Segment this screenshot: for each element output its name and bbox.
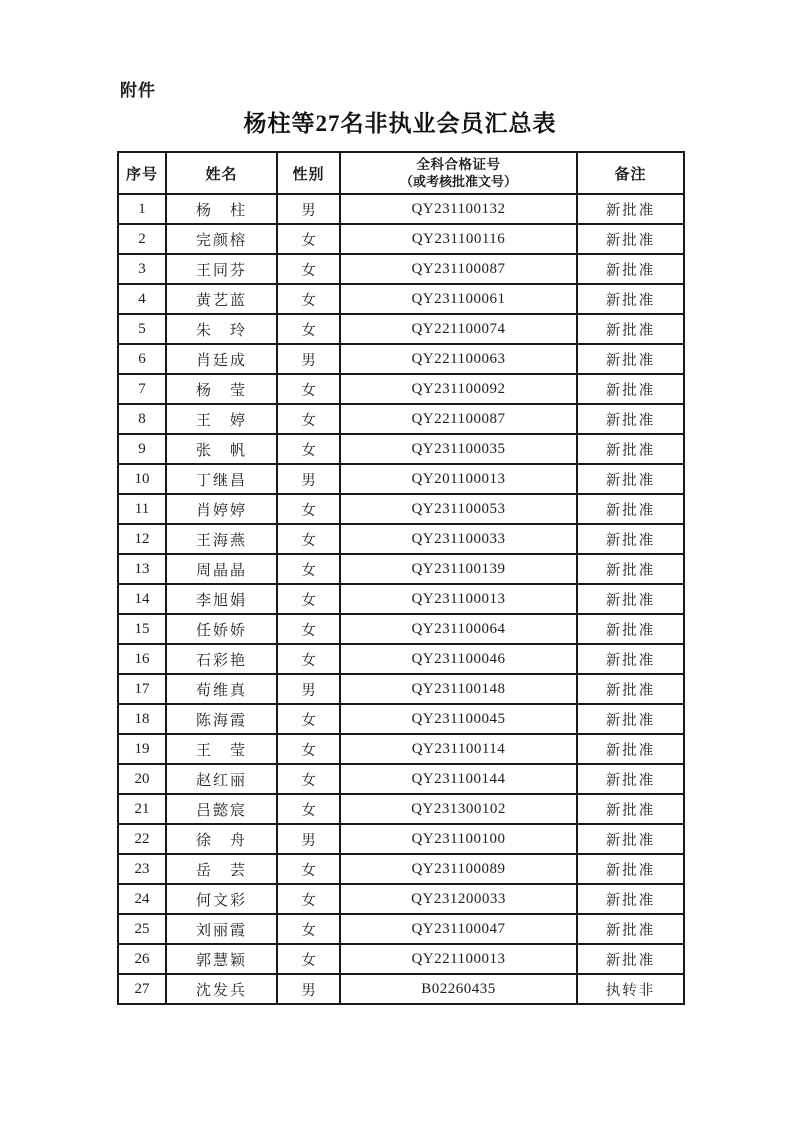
cell-cert: QY231100092 [340, 374, 577, 404]
cell-name: 黄艺蓝 [166, 284, 277, 314]
cell-remark: 新批准 [577, 854, 684, 884]
table-row [118, 224, 684, 254]
table-row [118, 524, 684, 554]
cell-index: 20 [118, 764, 166, 794]
cell-cert: QY231100089 [340, 854, 577, 884]
cell-cert: B02260435 [340, 974, 577, 1004]
cell-index: 8 [118, 404, 166, 434]
cell-remark: 新批准 [577, 644, 684, 674]
cell-index: 24 [118, 884, 166, 914]
table-row [118, 644, 684, 674]
cell-cert: QY231100116 [340, 224, 577, 254]
cell-index: 11 [118, 494, 166, 524]
cell-name: 荀维真 [166, 674, 277, 704]
table-row [118, 344, 684, 374]
table-row [118, 404, 684, 434]
table-row [118, 464, 684, 494]
table-row [118, 704, 684, 734]
cell-gender: 女 [277, 644, 340, 674]
cell-gender: 男 [277, 344, 340, 374]
cell-remark: 新批准 [577, 824, 684, 854]
cell-gender: 男 [277, 194, 340, 224]
cell-name: 杨 莹 [166, 374, 277, 404]
cell-gender: 女 [277, 494, 340, 524]
table-row [118, 614, 684, 644]
cell-name: 肖婷婷 [166, 494, 277, 524]
cell-remark: 新批准 [577, 464, 684, 494]
cell-cert: QY231100114 [340, 734, 577, 764]
cell-gender: 女 [277, 224, 340, 254]
cell-cert: QY231100046 [340, 644, 577, 674]
cell-index: 10 [118, 464, 166, 494]
cell-name: 任娇娇 [166, 614, 277, 644]
cell-remark: 新批准 [577, 344, 684, 374]
cell-gender: 男 [277, 974, 340, 1004]
cell-cert: QY231100047 [340, 914, 577, 944]
cell-remark: 新批准 [577, 374, 684, 404]
cell-cert: QY231100061 [340, 284, 577, 314]
cell-index: 2 [118, 224, 166, 254]
cell-gender: 男 [277, 824, 340, 854]
cell-gender: 女 [277, 254, 340, 284]
cell-gender: 女 [277, 374, 340, 404]
table-row [118, 794, 684, 824]
cell-remark: 新批准 [577, 194, 684, 224]
cell-gender: 女 [277, 944, 340, 974]
table-row [118, 314, 684, 344]
cell-name: 丁继昌 [166, 464, 277, 494]
cell-gender: 女 [277, 704, 340, 734]
cell-remark: 新批准 [577, 314, 684, 344]
cell-cert: QY231100144 [340, 764, 577, 794]
cell-index: 15 [118, 614, 166, 644]
table-row [118, 194, 684, 224]
table-row [118, 974, 684, 1004]
header-cert-line1: 全科合格证号 [416, 157, 501, 173]
cell-cert: QY231100139 [340, 554, 577, 584]
cell-name: 郭慧颖 [166, 944, 277, 974]
table-body [118, 194, 684, 1004]
cell-index: 25 [118, 914, 166, 944]
cell-name: 赵红丽 [166, 764, 277, 794]
table-row [118, 674, 684, 704]
table-row [118, 764, 684, 794]
cell-cert: QY231100100 [340, 824, 577, 854]
cell-remark: 新批准 [577, 884, 684, 914]
cell-remark: 新批准 [577, 284, 684, 314]
header-cell-cert [340, 152, 577, 194]
cell-cert: QY231100013 [340, 584, 577, 614]
cell-remark: 新批准 [577, 554, 684, 584]
cell-index: 1 [118, 194, 166, 224]
cell-gender: 女 [277, 434, 340, 464]
cell-name: 王 莹 [166, 734, 277, 764]
cell-cert: QY231100033 [340, 524, 577, 554]
cell-gender: 女 [277, 614, 340, 644]
cell-index: 23 [118, 854, 166, 884]
header-cell-gender: 性别 [277, 152, 340, 194]
cell-remark: 新批准 [577, 764, 684, 794]
cell-index: 12 [118, 524, 166, 554]
cell-gender: 女 [277, 314, 340, 344]
cell-index: 9 [118, 434, 166, 464]
cell-gender: 男 [277, 674, 340, 704]
cell-cert: QY231100132 [340, 194, 577, 224]
cell-remark: 新批准 [577, 224, 684, 254]
cell-name: 徐 舟 [166, 824, 277, 854]
cell-remark: 新批准 [577, 434, 684, 464]
cell-name: 肖廷成 [166, 344, 277, 374]
cell-name: 吕懿宸 [166, 794, 277, 824]
cell-gender: 女 [277, 794, 340, 824]
cell-cert: QY201100013 [340, 464, 577, 494]
document-title: 杨柱等27名非执业会员汇总表 [243, 111, 557, 136]
header-cell-name: 姓名 [166, 152, 277, 194]
cell-gender: 女 [277, 554, 340, 584]
cell-index: 17 [118, 674, 166, 704]
cell-remark: 新批准 [577, 704, 684, 734]
header-cell-index: 序号 [118, 152, 166, 194]
cell-remark: 新批准 [577, 944, 684, 974]
cell-cert: QY231100053 [340, 494, 577, 524]
cell-cert: QY231100064 [340, 614, 577, 644]
cell-cert: QY221100063 [340, 344, 577, 374]
cell-cert: QY231100087 [340, 254, 577, 284]
cell-name: 完颜榕 [166, 224, 277, 254]
cell-gender: 女 [277, 884, 340, 914]
table-row [118, 254, 684, 284]
cell-remark: 新批准 [577, 674, 684, 704]
cell-remark: 新批准 [577, 404, 684, 434]
cell-index: 19 [118, 734, 166, 764]
cell-cert: QY221100087 [340, 404, 577, 434]
cell-name: 张 帆 [166, 434, 277, 464]
cell-remark: 新批准 [577, 584, 684, 614]
table-row [118, 854, 684, 884]
cell-index: 16 [118, 644, 166, 674]
cell-index: 7 [118, 374, 166, 404]
members-table [117, 151, 685, 1005]
cell-name: 王海燕 [166, 524, 277, 554]
cell-gender: 女 [277, 524, 340, 554]
cell-index: 4 [118, 284, 166, 314]
cell-gender: 女 [277, 914, 340, 944]
cell-cert: QY231100148 [340, 674, 577, 704]
cell-index: 14 [118, 584, 166, 614]
cell-name: 沈发兵 [166, 974, 277, 1004]
cell-gender: 女 [277, 734, 340, 764]
cell-name: 刘丽霞 [166, 914, 277, 944]
cell-gender: 女 [277, 854, 340, 884]
cell-remark: 新批准 [577, 794, 684, 824]
cell-cert: QY231300102 [340, 794, 577, 824]
cell-gender: 女 [277, 404, 340, 434]
cell-gender: 女 [277, 284, 340, 314]
cell-name: 岳 芸 [166, 854, 277, 884]
cell-name: 李旭娟 [166, 584, 277, 614]
attachment-label: 附件 [120, 81, 156, 100]
cell-name: 杨 柱 [166, 194, 277, 224]
cell-remark: 新批准 [577, 524, 684, 554]
cell-name: 周晶晶 [166, 554, 277, 584]
table-row [118, 434, 684, 464]
cell-cert: QY221100074 [340, 314, 577, 344]
cell-remark: 新批准 [577, 254, 684, 284]
table-row [118, 374, 684, 404]
cell-index: 5 [118, 314, 166, 344]
cell-name: 何文彩 [166, 884, 277, 914]
table-row [118, 554, 684, 584]
cell-index: 21 [118, 794, 166, 824]
cell-remark: 执转非 [577, 974, 684, 1004]
table-row [118, 734, 684, 764]
cell-name: 王 婷 [166, 404, 277, 434]
cell-index: 3 [118, 254, 166, 284]
cell-name: 王同芬 [166, 254, 277, 284]
cell-remark: 新批准 [577, 494, 684, 524]
cell-cert: QY231200033 [340, 884, 577, 914]
cell-index: 6 [118, 344, 166, 374]
table-row [118, 914, 684, 944]
cell-name: 陈海霞 [166, 704, 277, 734]
cell-name: 朱 玲 [166, 314, 277, 344]
table-row [118, 584, 684, 614]
cell-gender: 女 [277, 584, 340, 614]
cell-index: 13 [118, 554, 166, 584]
cell-gender: 男 [277, 464, 340, 494]
cell-name: 石彩艳 [166, 644, 277, 674]
cell-cert: QY231100035 [340, 434, 577, 464]
cell-remark: 新批准 [577, 614, 684, 644]
cell-index: 18 [118, 704, 166, 734]
cell-index: 26 [118, 944, 166, 974]
cell-gender: 女 [277, 764, 340, 794]
cell-remark: 新批准 [577, 734, 684, 764]
table-row [118, 884, 684, 914]
cell-remark: 新批准 [577, 914, 684, 944]
cell-cert: QY221100013 [340, 944, 577, 974]
table-header-row [118, 152, 684, 194]
cell-cert: QY231100045 [340, 704, 577, 734]
header-cell-remark: 备注 [577, 152, 684, 194]
cell-index: 22 [118, 824, 166, 854]
table-row [118, 494, 684, 524]
table-row [118, 944, 684, 974]
table-row [118, 284, 684, 314]
header-cert-line2: （或考核批准文号） [399, 173, 517, 189]
cell-index: 27 [118, 974, 166, 1004]
table-row [118, 824, 684, 854]
